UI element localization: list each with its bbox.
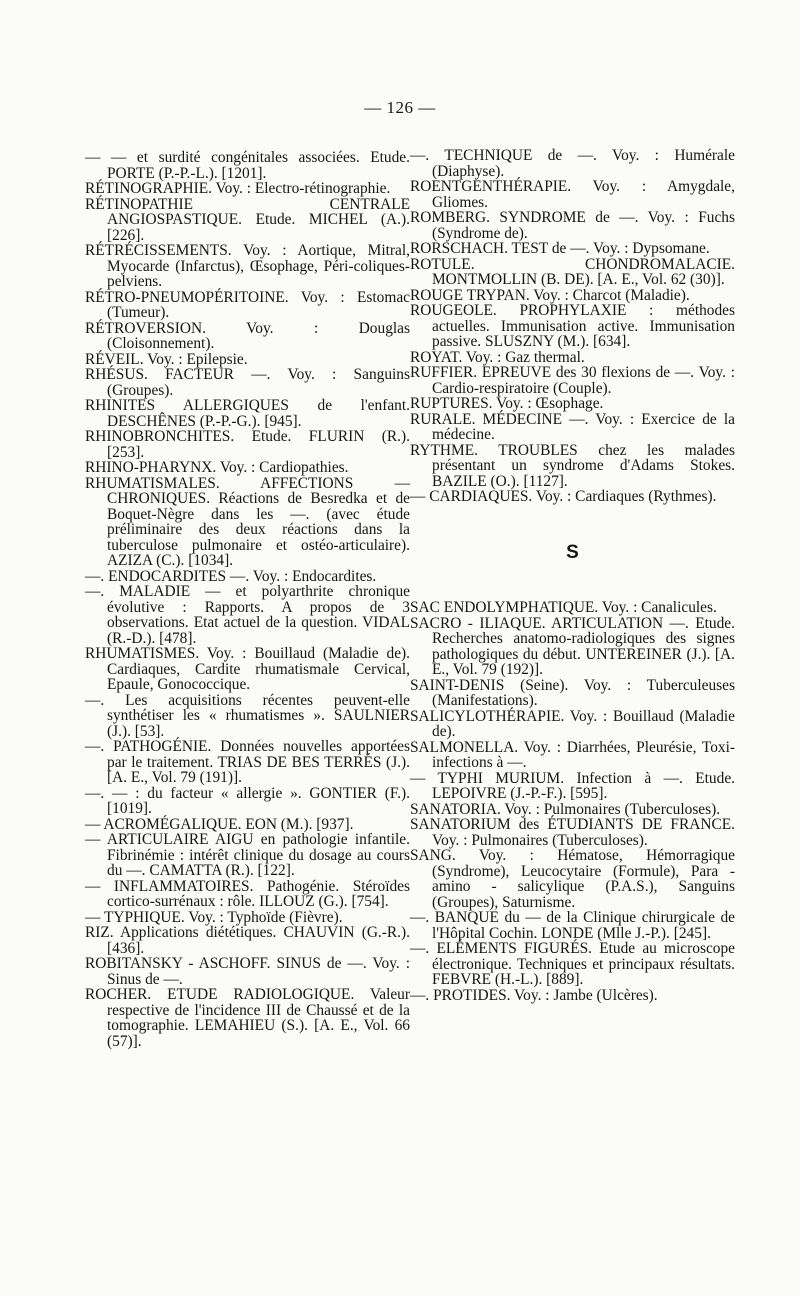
index-entry: —. PROTIDES. Voy. : Jambe (Ulcères). xyxy=(410,986,658,1004)
index-entry: — ACROMÉGALIQUE. EON (M.). [937]. xyxy=(85,815,354,833)
index-entry: SACRO - ILIAQUE. ARTICULATION —. Etude. Recherches anatomo-radiologiques des signes pathologiques du début. UNTEREINER (J.). [A. E., Vol. 79 (192)]. xyxy=(410,614,735,678)
index-entry: RHINOBRONCHITES. Etude. FLURIN (R.). [253]. xyxy=(85,428,410,461)
index-entry: SANATORIA. Voy. : Pulmonaires (Tuberculoses). xyxy=(410,800,721,818)
index-entry: RÉTRO-PNEUMOPÉRITOINE. Voy. : Estomac (Tumeur). xyxy=(85,288,410,321)
index-entry: — TYPHI MURIUM. Infection à —. Etude. LEPOIVRE (J.-P.-F.). [595]. xyxy=(410,769,735,802)
section-letter-heading: S xyxy=(566,541,579,563)
index-entry: RUFFIER. EPREUVE des 30 flexions de —. Voy. : Cardio-respiratoire (Couple). xyxy=(410,364,735,397)
index-entry: SAC ENDOLYMPHATIQUE. Voy. : Canalicules. xyxy=(410,599,717,616)
index-entry: RUPTURES. Voy. : Œsophage. xyxy=(410,395,604,412)
index-entry: RORSCHACH. TEST de —. Voy. : Dypsomane. xyxy=(410,240,710,257)
index-entry: RHUMATISMALES. AFFECTIONS — CHRONIQUES. Réactions de Besredka et de Boquet-Nègre dans les —. (avec étude préliminaire des deux réactions dans la tuberculose pulmonaire et ostéo-articulaire). AZIZA (C.). [1034]. xyxy=(85,474,410,569)
index-entry: —. ELÉMENTS FIGURÉS. Etude au microscope électronique. Techniques et principaux résultats. FEBVRE (H.-L.). [889]. xyxy=(410,940,735,988)
index-entry: SANG. Voy. : Hématose, Hémorragique (Syndrome), Leucocytaire (Formule), Para - amino - salicylique (P.A.S.), Sanguins (Groupes), Saturnisme. xyxy=(410,847,735,911)
index-entry: RYTHME. TROUBLES chez les malades présentant un syndrome d'Adams Stokes. BAZILE (O.). [1127]. xyxy=(410,441,735,490)
index-entry: RIZ. Applications diététiques. CHAUVIN (G.-R.). [436]. xyxy=(85,924,410,957)
index-entry: RÉTROVERSION. Voy. : Douglas (Cloisonnement). xyxy=(85,319,410,352)
index-entry: ROTULE. CHONDROMALACIE. MONTMOLLIN (B. DE). [A. E., Vol. 62 (30)]. xyxy=(410,255,735,288)
index-entry: — INFLAMMATOIRES. Pathogénie. Stéroïdes cortico-surrénaux : rôle. ILLOUZ (G.). [754]. xyxy=(85,877,410,910)
index-entry: — CARDIAQUES. Voy. : Cardiaques (Rythmes). xyxy=(410,488,717,505)
index-entry: SAINT-DENIS (Seine). Voy. : Tuberculeuses (Manifestations). xyxy=(410,676,735,709)
index-entry: — — et surdité congénitales associées. Etude. PORTE (P.-P.-L.). [1201]. xyxy=(85,149,410,182)
index-entry: RHINITES ALLERGIQUES de l'enfant. DESCHÊNES (P.-P.-G.). [945]. xyxy=(85,397,410,430)
index-entry: —. TECHNIQUE de —. Voy. : Humérale (Diaphyse). xyxy=(410,147,735,180)
index-entry: — ARTICULAIRE AIGU en pathologie infantile. Fibrinémie : intérêt clinique du dosage au cours du —. CAMATTA (R.). [122]. xyxy=(85,831,410,879)
index-entry: ROCHER. ETUDE RADIOLOGIQUE. Valeur respective de l'incidence III de Chaussé et de la tomographie. LEMAHIEU (S.). [A. E., Vol. 66 (57)]. xyxy=(85,986,410,1050)
index-entry: —. BANQUE du — de la Clinique chirurgicale de l'Hôpital Cochin. LONDE (Mlle J.-P.). [245]. xyxy=(410,909,735,942)
index-entry: RÉTINOPATHIE CENTRALE ANGIOSPASTIQUE. Etude. MICHEL (A.). [226]. xyxy=(85,195,410,244)
index-entry: —. MALADIE — et polyarthrite chronique évolutive : Rapports. A propos de 3 observations. Etat actuel de la question. VIDAL (R.-D.). [478]. xyxy=(85,583,410,647)
index-entry: —. ENDOCARDITES —. Voy. : Endocardites. xyxy=(85,567,377,585)
index-entry: RÉTRÉCISSEMENTS. Voy. : Aortique, Mitral, Myocarde (Infarctus), Œsophage, Péri-coliques-pelviens. xyxy=(85,242,410,290)
index-entry: —. PATHOGÉNIE. Données nouvelles apportées par le traitement. TRIAS DE BES TERRÉS (J.). [A. E., Vol. 79 (191)]. xyxy=(85,738,410,786)
index-entry: ROUGE TRYPAN. Voy. : Charcot (Maladie). xyxy=(410,286,690,304)
index-entry: ROMBERG. SYNDROME de —. Voy. : Fuchs (Syndrome de). xyxy=(410,209,735,242)
index-entry: ROBITANSKY - ASCHOFF. SINUS de —. Voy. : Sinus de —. xyxy=(85,955,410,988)
index-entry: ROENTGENTHÉRAPIE. Voy. : Amygdale, Gliomes. xyxy=(410,178,735,211)
index-entry: —. — : du facteur « allergie ». GONTIER (F.). [1019]. xyxy=(85,784,410,817)
index-entry: ROUGEOLE. PROPHYLAXIE : méthodes actuelles. Immunisation active. Immunisation passive. SLUSZNY (M.). [634]. xyxy=(410,302,735,350)
left-column xyxy=(85,150,410,1049)
page-number: — 126 — xyxy=(364,98,436,117)
index-entry: RHUMATISMES. Voy. : Bouillaud (Maladie de). Cardiaques, Cardite rhumatismale Cervical, Epaule, Gonococcique. xyxy=(85,645,410,693)
right-column xyxy=(410,148,735,1003)
index-entry: RÉTINOGRAPHIE. Voy. : Electro-rétinographie. xyxy=(85,180,391,197)
index-entry: SALICYLOTHÉRAPIE. Voy. : Bouillaud (Maladie de). xyxy=(410,707,735,740)
index-entry: SALMONELLA. Voy. : Diarrhées, Pleurésie, Toxi-infections à —. xyxy=(410,738,735,771)
index-entry: RHÉSUS. FACTEUR —. Voy. : Sanguins (Groupes). xyxy=(85,366,410,399)
index-entry: RHINO-PHARYNX. Voy. : Cardiopathies. xyxy=(85,459,349,476)
index-entry: —. Les acquisitions récentes peuvent-elle synthétiser les « rhumatismes ». SAULNIER (J.). [53]. xyxy=(85,691,410,740)
index-entry: — TYPHIQUE. Voy. : Typhoïde (Fièvre). xyxy=(85,908,343,926)
index-entry: ROYAT. Voy. : Gaz thermal. xyxy=(410,348,585,366)
index-entry: RÉVEIL. Voy. : Epilepsie. xyxy=(85,350,248,368)
index-entry: RURALE. MÉDECINE —. Voy. : Exercice de la médecine. xyxy=(410,410,735,443)
index-entry: SANATORIUM des ÉTUDIANTS DE FRANCE. Voy. : Pulmonaires (Tuberculoses). xyxy=(410,816,735,849)
